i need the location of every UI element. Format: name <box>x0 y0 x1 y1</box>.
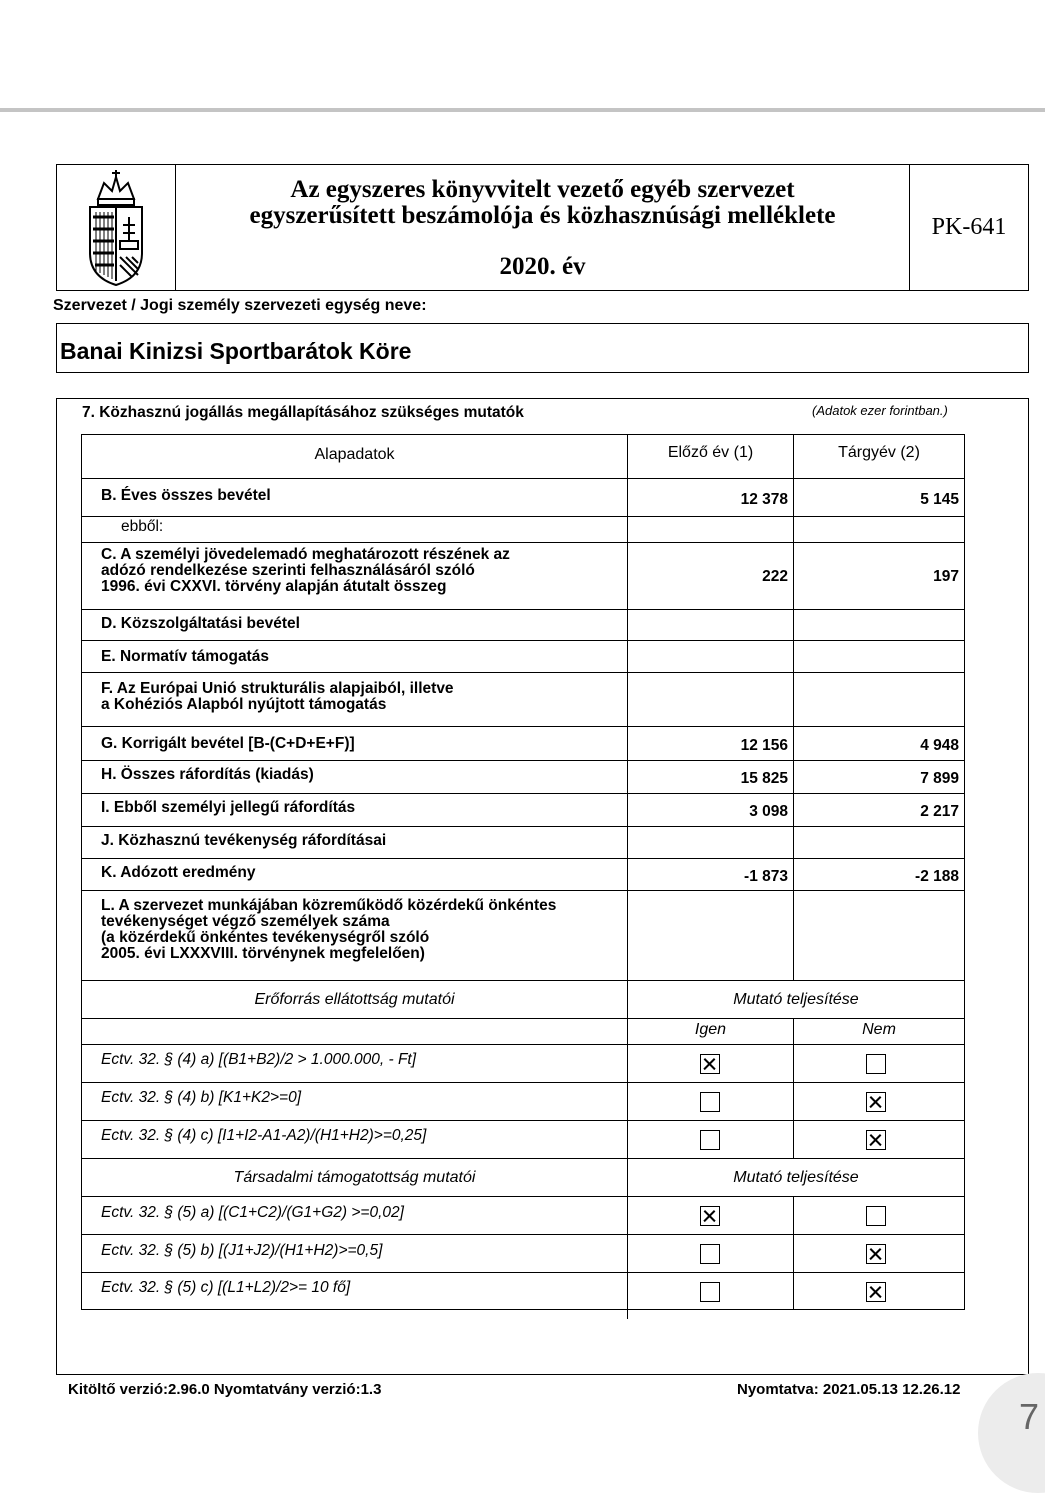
row-label: F. Az Európai Unió strukturális alapjaiból, illetve a Kohéziós Alapból nyújtott támogatás <box>101 680 454 713</box>
unit-note: (Adatok ezer forintban.) <box>812 403 948 418</box>
row-label: D. Közszolgáltatási bevétel <box>101 615 300 632</box>
criterion-label: Ectv. 32. § (5) b) [(J1+J2)/(H1+H2)>=0,5] <box>101 1242 383 1259</box>
report-year: 2020. év <box>499 253 586 280</box>
page-number: 7 <box>1019 1396 1040 1437</box>
table-row <box>81 761 965 794</box>
yes-checkbox[interactable] <box>700 1092 720 1112</box>
column-header-previous-year: Előző év (1) <box>667 444 754 461</box>
value-current-year: 4 948 <box>920 737 959 754</box>
criterion-label: Ectv. 32. § (5) c) [(L1+L2)/2>= 10 fő] <box>101 1279 351 1296</box>
value-previous-year: -1 873 <box>744 868 788 885</box>
value-previous-year: 222 <box>762 568 788 585</box>
form-title-line1: Az egyszeres könyvvitelt vezető egyéb szervezet <box>290 176 795 203</box>
hungarian-coat-of-arms-icon <box>86 169 146 287</box>
yes-checkbox[interactable] <box>700 1244 720 1264</box>
column-header-current-year: Tárgyév (2) <box>838 444 920 461</box>
row-label: L. A szervezet munkájában közreműködő közérdekű önkéntes tevékenységet végző személyek száma (a közérdekű önkéntes tevékenységről szóló 2005. évi LXXXVIII. törvénynek megfelelően) <box>101 897 557 962</box>
value-previous-year: 12 156 <box>740 737 788 754</box>
row-label: K. Adózott eredmény <box>101 864 256 881</box>
form-title <box>176 165 910 290</box>
column-divider-tick <box>627 1309 628 1319</box>
no-checkbox[interactable] <box>866 1206 886 1226</box>
yes-column-header: Igen <box>694 1021 727 1038</box>
yes-checkbox[interactable] <box>700 1130 720 1150</box>
social-heading-row <box>81 1159 965 1197</box>
table-row <box>81 543 965 610</box>
resource-fulfilment-heading: Mutató teljesítése <box>733 991 859 1008</box>
software-version: Kitöltő verzió:2.96.0 Nyomtatvány verzió:1.3 <box>68 1381 382 1398</box>
no-checkbox[interactable] <box>866 1092 886 1112</box>
row-label: G. Korrigált bevétel [B-(C+D+E+F)] <box>101 735 355 752</box>
table-row <box>81 517 965 543</box>
form-header <box>56 164 1029 291</box>
organization-label: Szervezet / Jogi személy szervezeti egység neve: <box>53 297 427 314</box>
row-label: J. Közhasznú tevékenység ráfordításai <box>101 832 387 849</box>
criterion-row <box>81 1235 965 1273</box>
row-label: E. Normatív támogatás <box>101 648 269 665</box>
resource-heading: Erőforrás ellátottság mutatói <box>254 991 455 1008</box>
table-row <box>81 610 965 641</box>
coat-of-arms-cell <box>57 165 176 290</box>
page-top-divider <box>0 108 1045 112</box>
table-row <box>81 891 965 981</box>
yes-checkbox[interactable] <box>700 1054 720 1074</box>
section-title: 7. Közhasznú jogállás megállapításához szükséges mutatók <box>82 404 524 421</box>
table-row <box>81 673 965 727</box>
value-current-year: -2 188 <box>915 868 959 885</box>
no-column-header: Nem <box>862 1021 896 1038</box>
value-current-year: 197 <box>933 568 959 585</box>
yes-checkbox[interactable] <box>700 1282 720 1302</box>
value-previous-year: 12 378 <box>740 491 788 508</box>
print-timestamp: Nyomtatva: 2021.05.13 12.26.12 <box>737 1381 961 1398</box>
criterion-row <box>81 1273 965 1310</box>
criterion-label: Ectv. 32. § (4) a) [(B1+B2)/2 > 1.000.000, - Ft] <box>101 1051 417 1068</box>
table-row <box>81 827 965 859</box>
value-previous-year: 15 825 <box>740 770 788 787</box>
resource-heading-row <box>81 981 965 1019</box>
no-checkbox[interactable] <box>866 1054 886 1074</box>
form-title-line2: egyszerűsített beszámolója és közhasznúsági melléklete <box>249 202 836 229</box>
table-row <box>81 727 965 761</box>
table-header-row <box>81 434 965 479</box>
value-current-year: 5 145 <box>920 491 959 508</box>
row-label: C. A személyi jövedelemadó meghatározott részének az adózó rendelkezése szerinti felhasználásáról szóló 1996. évi CXXVI. törvény alapján átutalt összeg <box>101 546 510 595</box>
no-checkbox[interactable] <box>866 1130 886 1150</box>
criterion-label: Ectv. 32. § (4) b) [K1+K2>=0] <box>101 1089 302 1106</box>
table-row <box>81 641 965 673</box>
social-heading: Társadalmi támogatottság mutatói <box>233 1169 476 1186</box>
criterion-label: Ectv. 32. § (4) c) [I1+I2-A1-A2)/(H1+H2)>=0,25] <box>101 1127 427 1144</box>
row-label: I. Ebből személyi jellegű ráfordítás <box>101 799 356 816</box>
column-header-basic-data: Alapadatok <box>314 446 395 463</box>
no-checkbox[interactable] <box>866 1244 886 1264</box>
form-code: PK-641 <box>931 214 1007 240</box>
row-label: B. Éves összes bevétel <box>101 487 271 504</box>
social-fulfilment-heading: Mutató teljesítése <box>733 1169 859 1186</box>
criterion-row <box>81 1197 965 1235</box>
organization-name: Banai Kinizsi Sportbarátok Köre <box>56 323 1029 373</box>
value-current-year: 2 217 <box>920 803 959 820</box>
value-current-year: 7 899 <box>920 770 959 787</box>
criterion-label: Ectv. 32. § (5) a) [(C1+C2)/(G1+G2) >=0,02] <box>101 1204 404 1221</box>
row-label: ebből: <box>121 518 164 535</box>
table-row <box>81 479 965 517</box>
table-row <box>81 794 965 827</box>
criterion-row <box>81 1083 965 1121</box>
table-row <box>81 859 965 891</box>
value-previous-year: 3 098 <box>749 803 788 820</box>
yes-no-header-row <box>81 1019 965 1045</box>
yes-checkbox[interactable] <box>700 1206 720 1226</box>
row-label: H. Összes ráfordítás (kiadás) <box>101 766 314 783</box>
criterion-row <box>81 1045 965 1083</box>
criterion-row <box>81 1121 965 1159</box>
no-checkbox[interactable] <box>866 1282 886 1302</box>
